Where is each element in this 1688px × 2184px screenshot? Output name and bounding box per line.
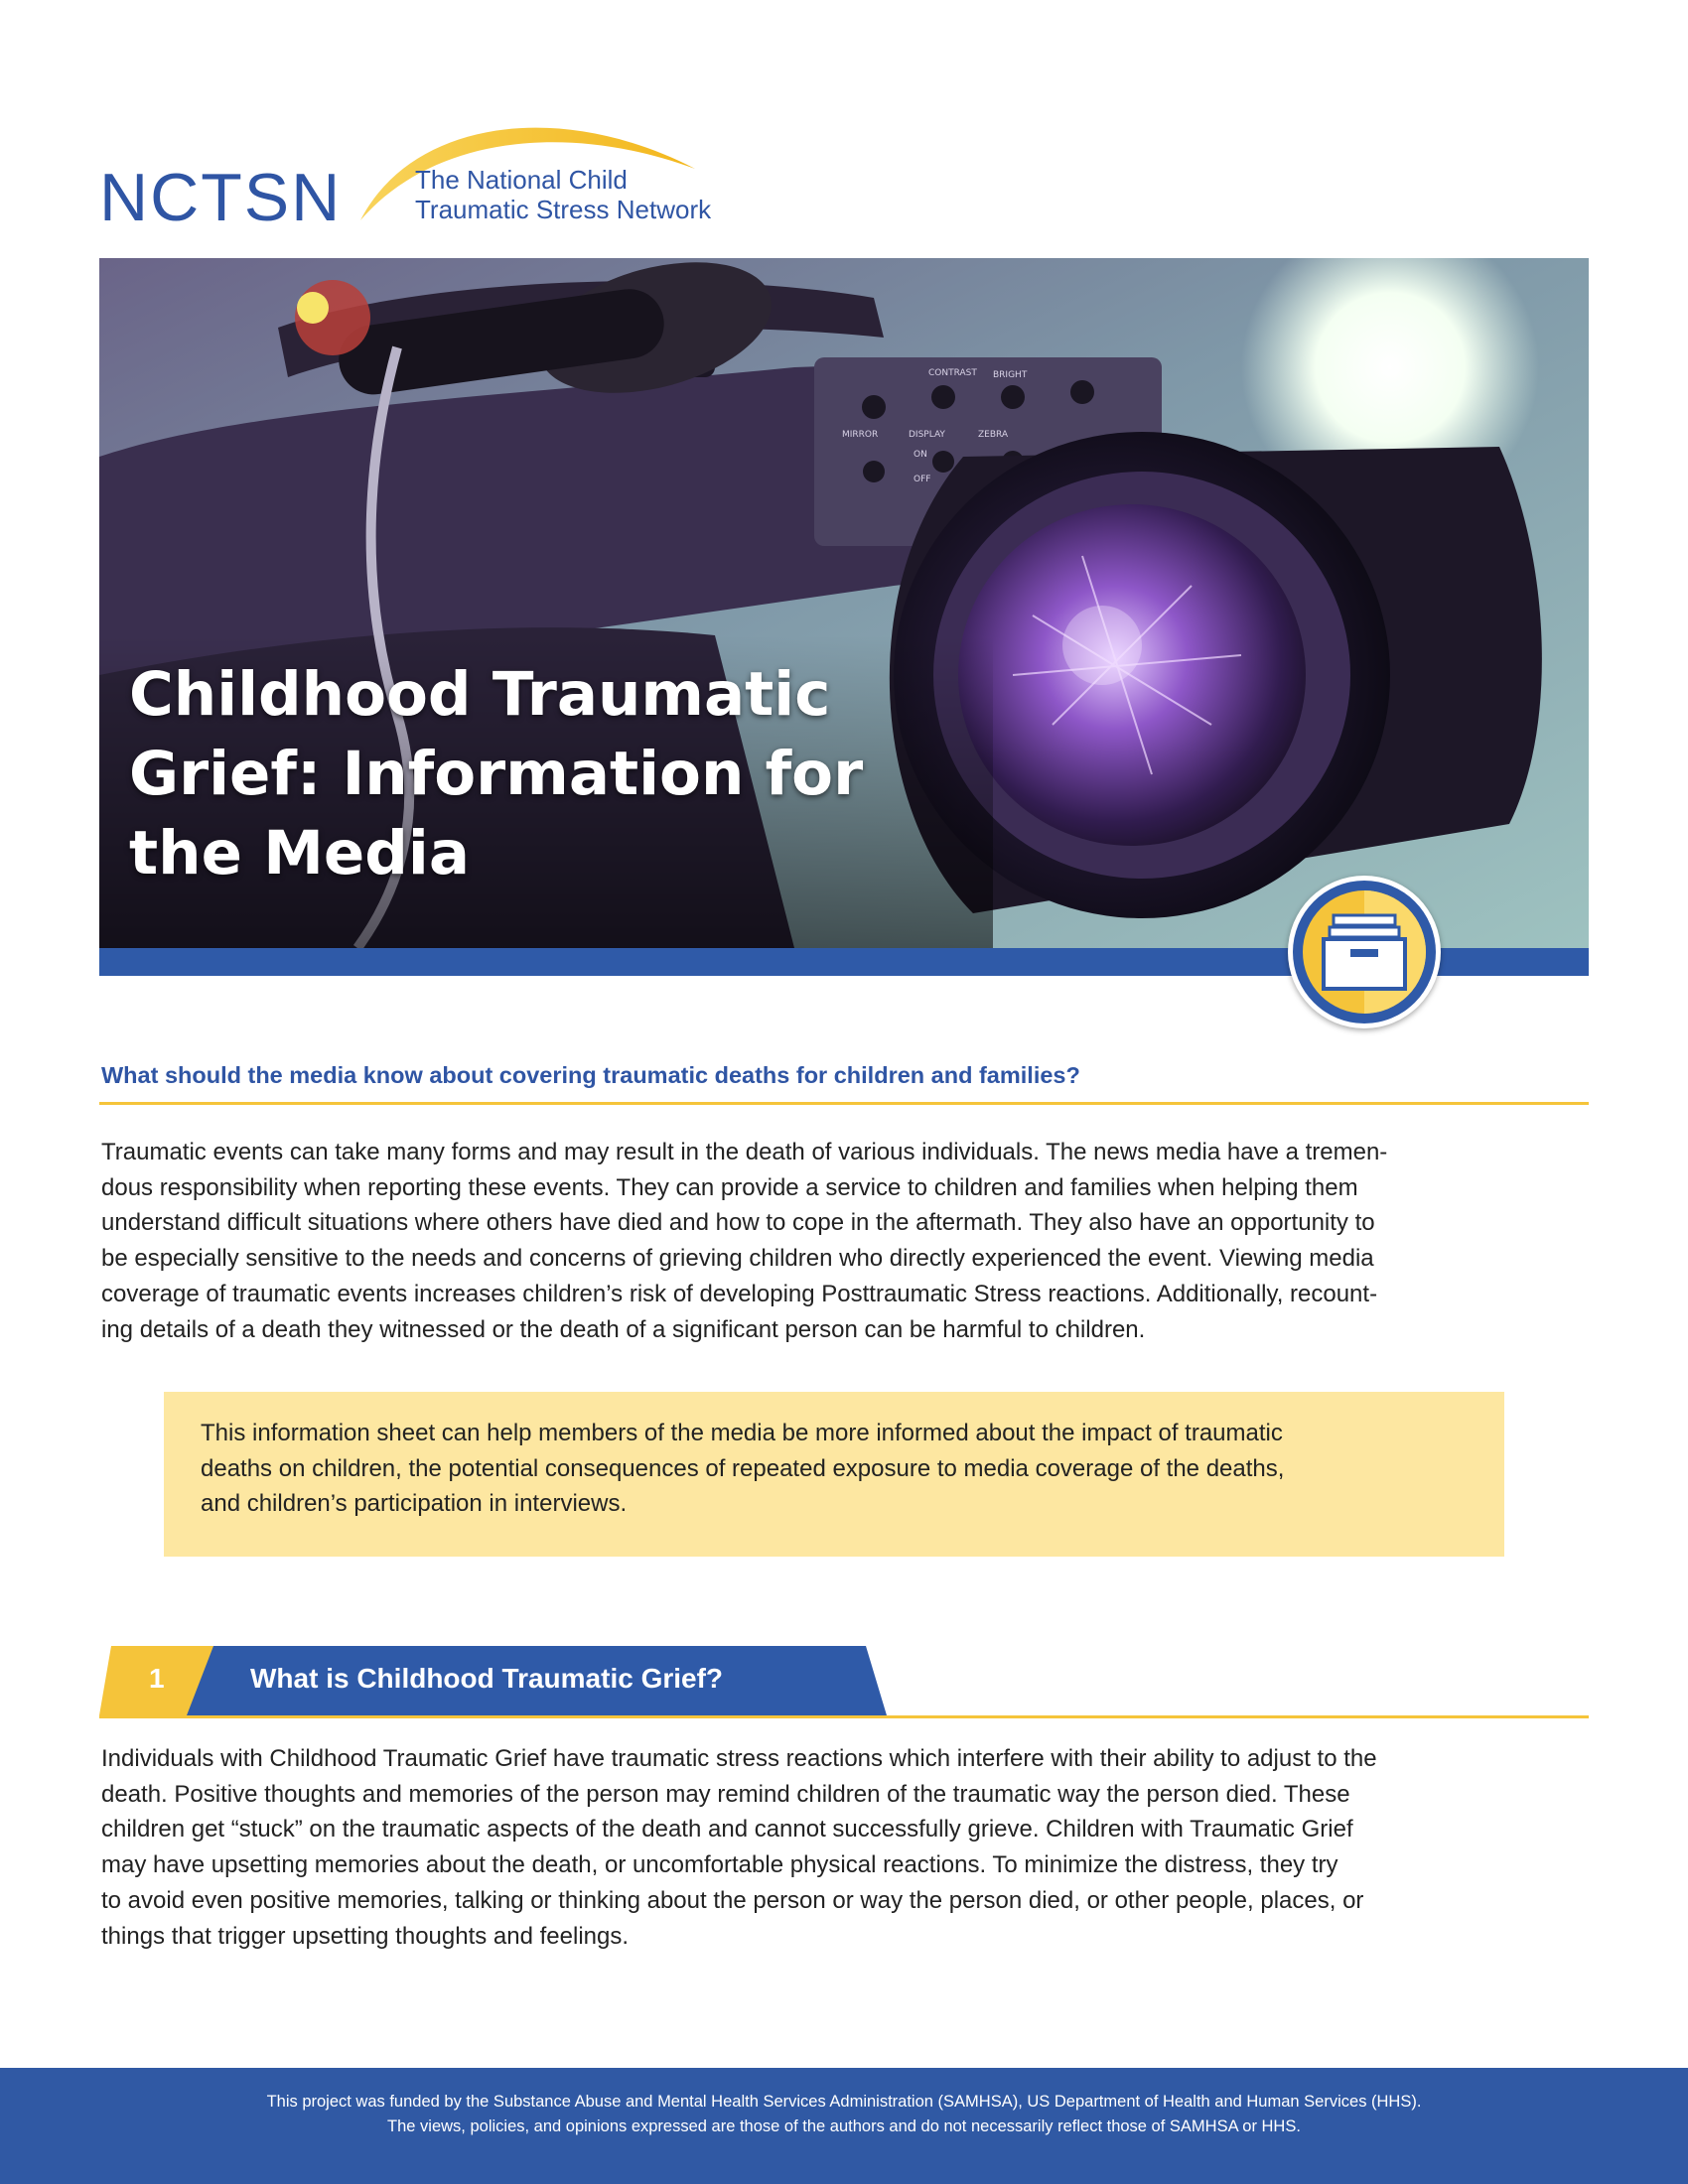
nctsn-logo [99,109,854,235]
logo-line-1: The National Child [415,165,628,195]
camera-label-display: DISPLAY [909,430,945,440]
section-rule [99,1715,1589,1718]
section-number: 1 [149,1663,165,1694]
heading-rule [99,1102,1589,1105]
intro-line: Traumatic events can take many forms and may result in the death of various individuals. The news media have a tremen- [101,1139,1388,1165]
callout-line: and children’s participation in interviews. [201,1490,628,1517]
section-line: things that trigger upsetting thoughts and feelings. [101,1922,630,1950]
camera-label-mirror: MIRROR [842,430,879,440]
callout-line: deaths on children, the potential consequences of repeated exposure to media coverage of the deaths, [201,1454,1285,1482]
intro-line: be especially sensitive to the needs and concerns of grieving children who directly experienced the event. Viewing media [101,1245,1374,1273]
camera-label-on: ON [914,450,927,460]
info-callout [164,1392,1504,1557]
callout-text [201,1416,1452,1522]
section-line: death. Positive thoughts and memories of the person may remind children of the traumatic way the person died. These [101,1780,1350,1808]
camera-label-zebra: ZEBRA [978,430,1009,440]
intro-paragraph [101,1135,1551,1347]
intro-line: coverage of traumatic events increases children’s risk of developing Posttraumatic Stress reactions. Additionally, recount- [101,1280,1378,1307]
file-box-badge [1288,876,1441,1028]
footer-disclaimer-line: The views, policies, and opinions expressed are those of the authors and do not necessarily reflect those of SAMHSA or HHS. [387,2117,1301,2135]
intro-heading: What should the media know about covering traumatic deaths for children and families? [101,1062,1080,1088]
intro-line: ing details of a death they witnessed or the death of a significant person can be harmful to children. [101,1315,1146,1343]
section-line: children get “stuck” on the traumatic aspects of the death and cannot successfully grieve. Children with Traumatic Grief [101,1816,1353,1843]
logo-fullname [415,165,711,224]
logo-acronym: NCTSN [99,160,343,235]
footer [0,2068,1688,2184]
section-line: may have upsetting memories about the death, or uncomfortable physical reactions. To minimize the distress, they try [101,1851,1338,1879]
page-title: Childhood Traumatic Grief: Information for the Media [129,659,864,888]
section-line: to avoid even positive memories, talking or thinking about the person or way the person died, or other people, places, or [101,1886,1364,1914]
intro-line: understand difficult situations where others have died and how to cope in the aftermath. They also have an opportunity to [101,1209,1375,1237]
camera-label-bright: BRIGHT [993,370,1028,380]
hero-image [99,258,1589,948]
camera-label-off: OFF [914,475,931,484]
callout-line: This information sheet can help members of the media be more informed about the impact of traumatic [201,1420,1283,1446]
section-title: What is Childhood Traumatic Grief? [250,1663,724,1694]
file-box-icon [1288,876,1441,1028]
section-1-paragraph [101,1741,1551,1954]
camera-label-contrast: CONTRAST [928,368,977,378]
footer-funding-line: This project was funded by the Substance Abuse and Mental Health Services Administration (SAMHSA), US Department of Health and Human Services (HHS). [266,2093,1422,2111]
intro-line: dous responsibility when reporting these events. They can provide a service to children and families when helping them [101,1173,1358,1201]
logo-line-2: Traumatic Stress Network [415,195,712,224]
section-line: Individuals with Childhood Traumatic Grief have traumatic stress reactions which interfere with their ability to adjust to the [101,1745,1377,1772]
